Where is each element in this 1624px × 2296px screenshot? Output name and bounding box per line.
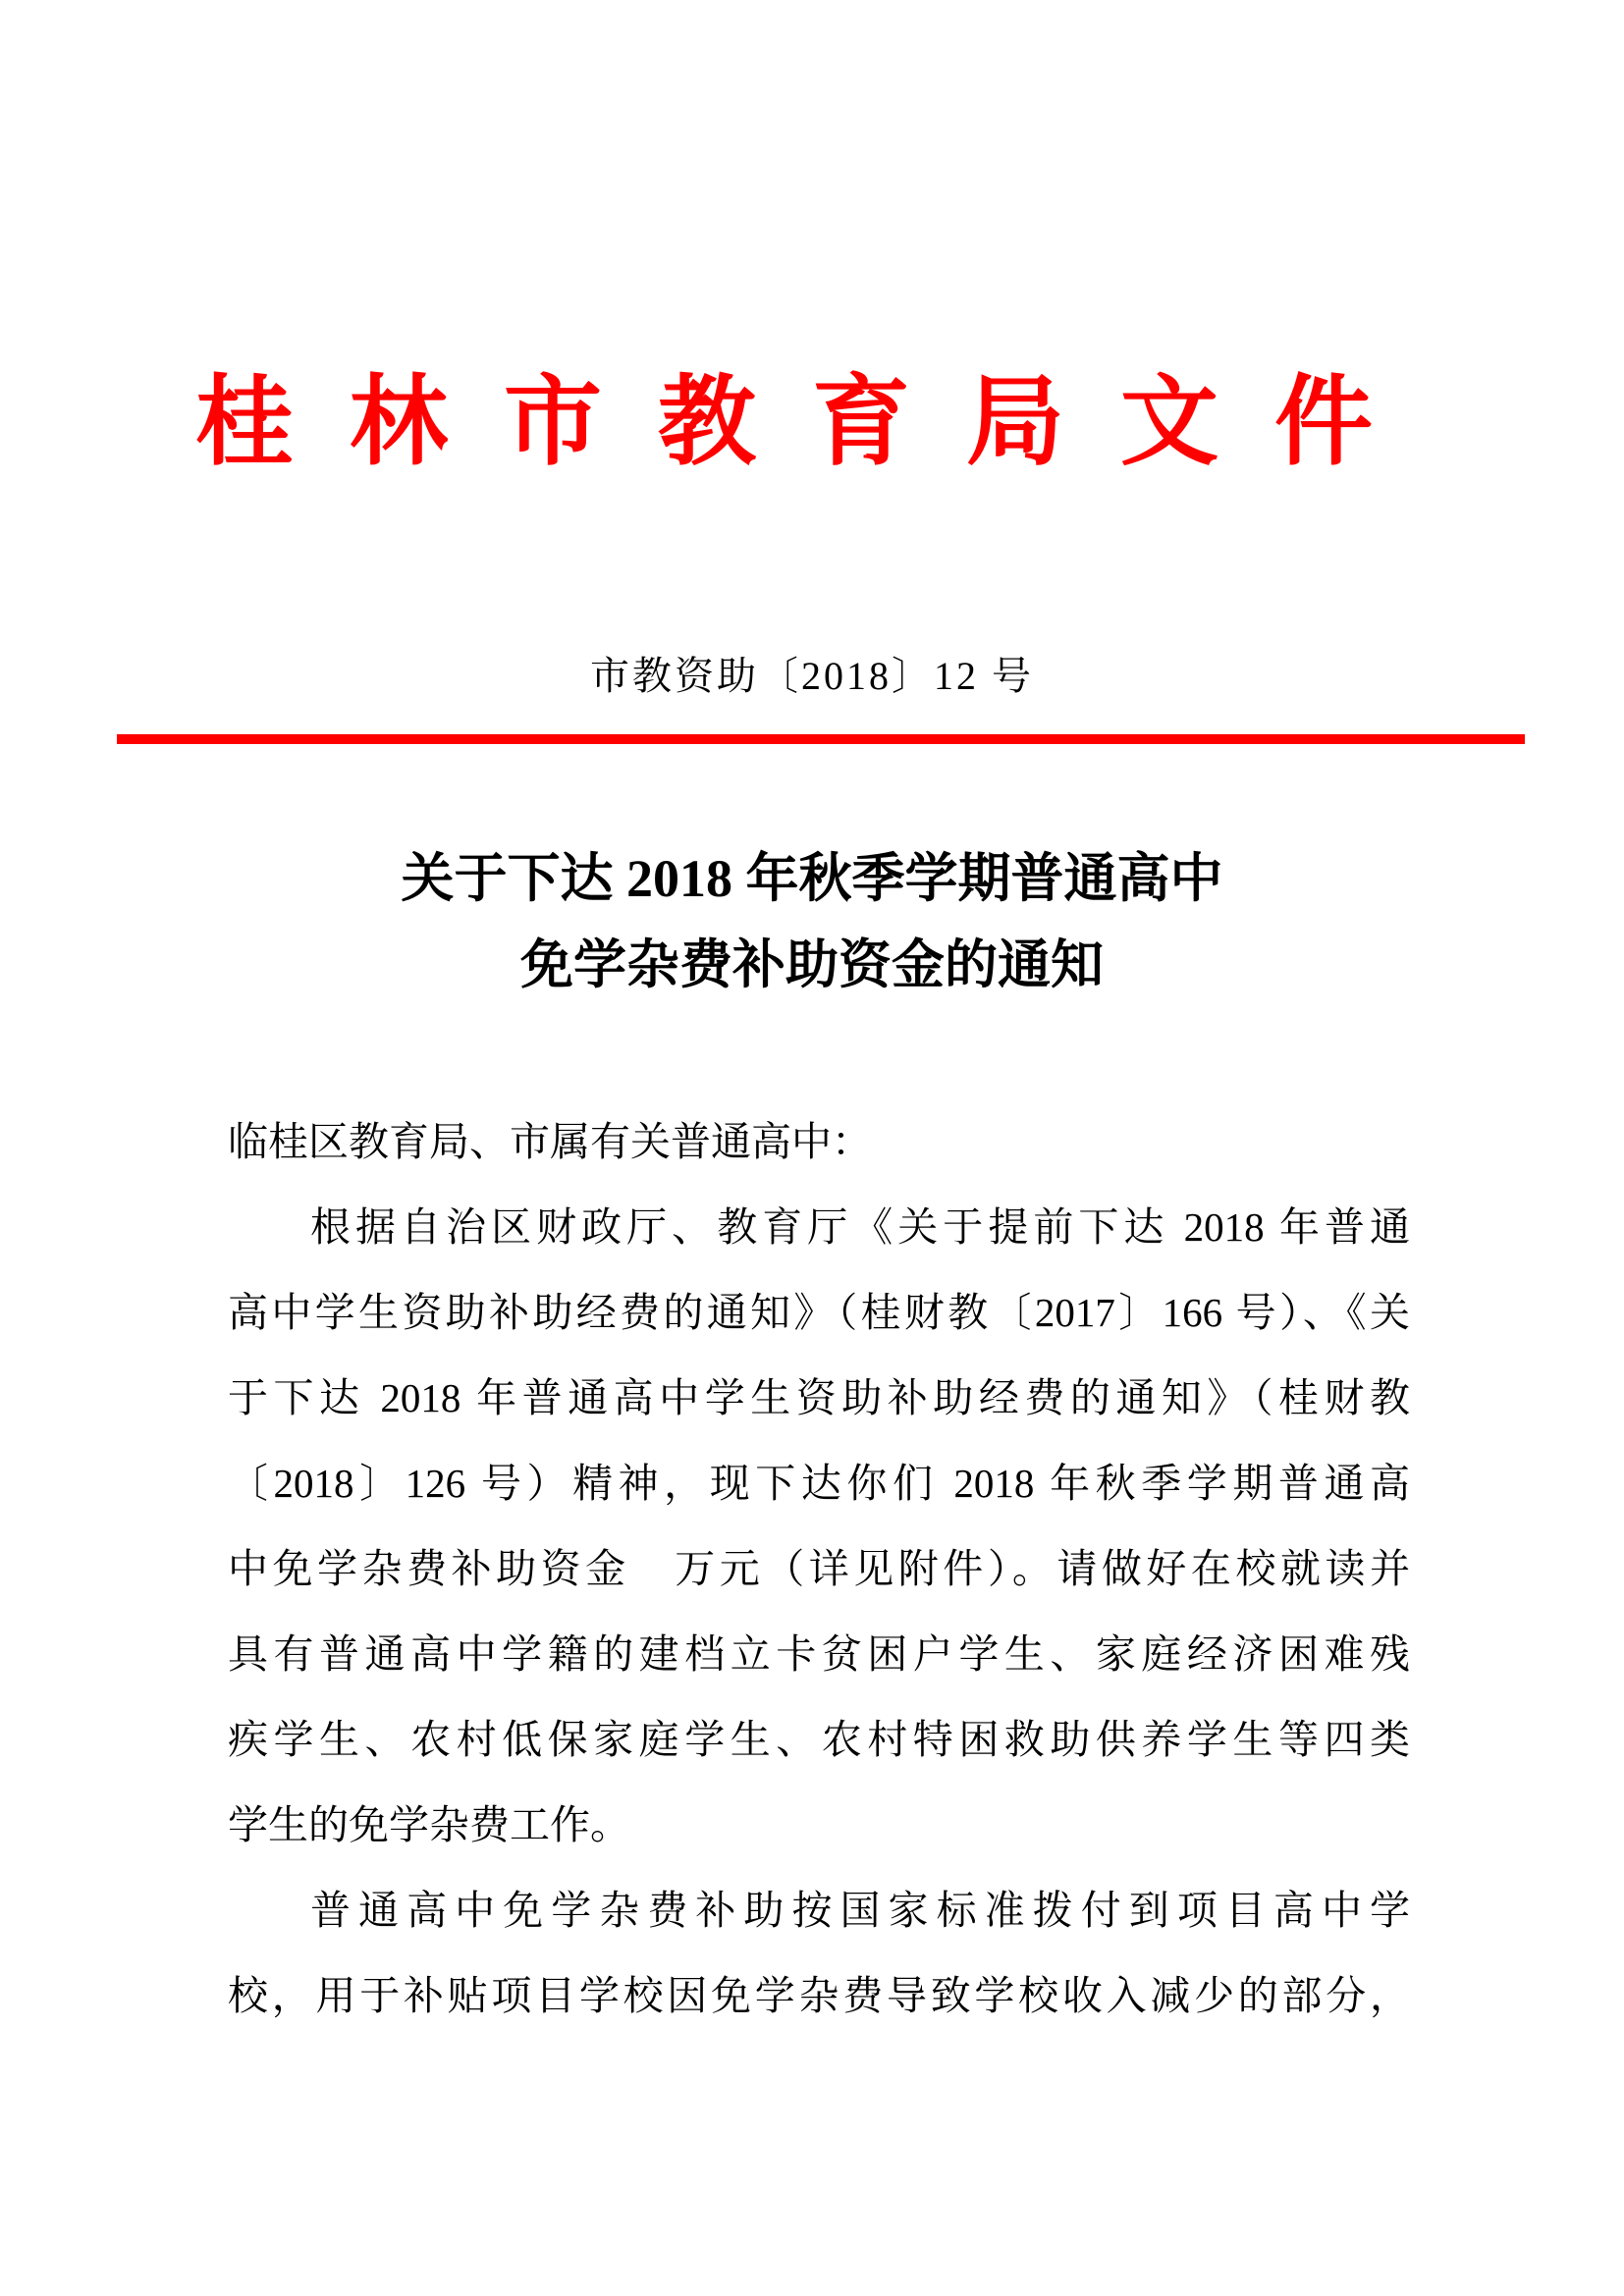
red-separator-line <box>117 734 1525 744</box>
body-text-line: 校，用于补贴项目学校因免学杂费导致学校收入减少的部分， <box>228 1973 1410 2018</box>
body-text-line: 具有普通高中学籍的建档立卡贫困户学生、家庭经济困难残 <box>228 1631 1410 1677</box>
body-text-line: 学生的免学杂费工作。 <box>228 1802 630 1847</box>
document-body <box>228 1099 1410 2039</box>
document-title <box>0 835 1624 1008</box>
body-text-line: 于下达 2018 年普通高中学生资助补助经费的通知》（桂财教 <box>228 1375 1410 1420</box>
document-masthead-title: 桂林市教育局文件 <box>195 368 1429 477</box>
body-text-line: 〔2018〕126 号）精神，现下达你们 2018 年秋季学期普通高 <box>228 1461 1410 1506</box>
body-text-line: 根据自治区财政厅、教育厅《关于提前下达 2018 年普通 <box>310 1204 1410 1250</box>
body-text-line: 高中学生资助补助经费的通知》（桂财教〔2017〕166 号）、《关 <box>228 1290 1410 1335</box>
body-text-line: 普通高中免学杂费补助按国家标准拨付到项目高中学 <box>310 1888 1410 1933</box>
document-number: 市教资助〔2018〕12 号 <box>590 654 1034 698</box>
document-title-line: 关于下达 2018 年秋季学期普通高中 <box>401 849 1223 908</box>
body-text-line: 中免学杂费补助资金 万元（详见附件）。请做好在校就读并 <box>228 1546 1410 1591</box>
body-text-line: 疾学生、农村低保家庭学生、农村特困救助供养学生等四类 <box>228 1717 1410 1762</box>
document-title-line: 免学杂费补助资金的通知 <box>520 935 1104 994</box>
body-text-line: 临桂区教育局、市属有关普通高中： <box>228 1119 872 1164</box>
